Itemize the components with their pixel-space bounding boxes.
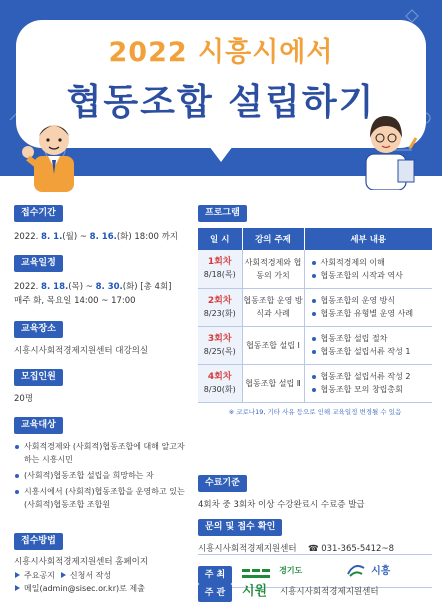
column-header: 일 시 <box>198 228 242 250</box>
list-item: (사회적)협동조합 설립을 희망하는 자 <box>14 469 192 482</box>
method-section <box>14 528 192 595</box>
table-row <box>198 250 432 288</box>
list-item: 협동조합 설립 절차 <box>311 332 433 345</box>
method-text: 시흥시사회적경제지원센터 홈페이지 <box>14 557 149 567</box>
method-item-notice: 주요공지 <box>24 571 55 580</box>
list-item: 협동조합의 운영 방식 <box>311 294 433 307</box>
schedule-date-end: 8. 30. <box>95 282 123 292</box>
list-item: 협동조합 설립서류 작성 1 <box>311 345 433 358</box>
capacity-section <box>14 364 63 406</box>
capacity-text: 20명 <box>14 394 34 404</box>
session-date: 8/23(화) <box>203 308 236 318</box>
application-date-start: 8. 1. <box>41 232 63 242</box>
application-period-section <box>14 200 178 244</box>
venue-text: 시흥시사회적경제지원센터 대강의실 <box>14 346 149 356</box>
session-cell <box>198 364 242 402</box>
organizer-section <box>198 580 432 602</box>
gyeonggi-logo-mark-icon <box>242 568 272 580</box>
section-tag-venue: 교육장소 <box>14 321 63 338</box>
topic-cell: 협동조합 운영 방식과 사례 <box>242 288 304 326</box>
list-item: 협동조합 설립서류 작성 2 <box>311 370 433 383</box>
organizer-org: 시흥시사회적경제지원센터 <box>280 587 379 597</box>
section-tag-inquiry: 문의 및 접수 확인 <box>198 519 282 536</box>
topic-cell: 사회적경제와 협동의 가치 <box>242 250 304 288</box>
list-item: 협동조합 유형별 운영 사례 <box>311 307 433 320</box>
divider <box>198 554 432 555</box>
table-header-row <box>198 228 432 250</box>
list-item: 협동조합의 시작과 역사 <box>311 269 433 282</box>
host-label: 주 최 <box>198 566 232 584</box>
schedule-weekly-text: 매주 화, 목요일 14:00 ~ 17:00 <box>14 296 136 306</box>
session-cell <box>198 288 242 326</box>
session-cell <box>198 250 242 288</box>
inquiry-section <box>198 514 432 556</box>
schedule-text-pre: 2022. <box>14 282 42 292</box>
program-table <box>198 228 432 403</box>
list-item: 시흥시에서 (사회적)협동조합을 운영하고 있는 (사회적)협동조합 조합원 <box>14 485 192 511</box>
method-list <box>14 569 192 595</box>
application-text-pre: 2022. <box>14 232 42 242</box>
table-row <box>198 288 432 326</box>
detail-cell <box>304 250 432 288</box>
method-item-form: 신청서 작성 <box>69 571 112 580</box>
venue-section <box>14 316 148 358</box>
list-item: 사회적경제와 (사회적)협동조합에 대해 알고자 하는 시흥시민 <box>14 440 192 466</box>
application-text-mid: (월) ~ <box>62 232 90 242</box>
title-line-1: 2022 시흥시에서 <box>108 37 334 68</box>
session-number: 3회차 <box>207 333 232 344</box>
detail-cell <box>304 326 432 364</box>
detail-cell <box>304 364 432 402</box>
speech-bubble-tail <box>209 146 233 162</box>
inquiry-phone: ☎ 031-365-5412~8 <box>307 544 394 554</box>
session-number: 2회차 <box>207 295 232 306</box>
list-item: 협동조합 모의 창립총회 <box>311 383 433 396</box>
session-date: 8/30(화) <box>203 384 236 394</box>
section-tag-target: 교육대상 <box>14 417 63 434</box>
gyeonggi-logo-text: 경기도 <box>279 566 303 575</box>
siwon-logo: 시원 <box>242 584 268 599</box>
table-row <box>198 364 432 402</box>
schedule-text-mid: (목) ~ <box>68 282 96 292</box>
right-column <box>198 200 432 599</box>
inquiry-org: 시흥시사회적경제지원센터 <box>198 544 297 554</box>
siheung-logo-mark-icon <box>346 562 366 578</box>
title-line-2: 협동조합 설립하기 <box>66 82 376 123</box>
section-tag-application: 접수기간 <box>14 205 63 222</box>
list-item: 사회적경제의 이해 <box>311 256 433 269</box>
session-number: 1회차 <box>207 257 232 268</box>
list-item: 메일(admin@sisec.or.kr)로 제출 <box>14 582 192 595</box>
list-item <box>14 569 192 582</box>
session-number: 4회차 <box>207 371 232 382</box>
siheung-logo-text: 시흥 <box>371 566 391 577</box>
target-section <box>14 412 192 511</box>
man-character-illustration <box>22 112 92 192</box>
topic-cell: 협동조합 설립 Ⅰ <box>242 326 304 364</box>
schedule-text-post: (화) [총 4회] <box>122 282 172 292</box>
application-period-text <box>14 230 178 244</box>
application-date-end: 8. 16. <box>89 232 117 242</box>
schedule-dates-text <box>14 280 171 294</box>
section-tag-method: 접수방법 <box>14 533 63 550</box>
organizer-label: 주 관 <box>198 584 232 602</box>
completion-section <box>198 470 365 512</box>
section-tag-schedule: 교육일정 <box>14 255 63 272</box>
target-list <box>14 440 192 511</box>
schedule-change-note: ※ 코로나19, 기타 사유 등으로 인해 교육일정 변경될 수 있음 <box>228 407 402 416</box>
woman-character-illustration <box>352 108 422 190</box>
application-text-post: (화) 18:00 까지 <box>116 232 179 242</box>
detail-cell <box>304 288 432 326</box>
session-date: 8/18(목) <box>203 270 236 280</box>
session-date: 8/25(목) <box>203 346 236 356</box>
section-tag-program: 프로그램 <box>198 205 247 222</box>
triangle-bullet-icon <box>61 572 66 578</box>
siheung-logo <box>346 562 390 582</box>
header-banner <box>0 0 442 176</box>
completion-text: 4회차 중 3회차 이상 수강완료시 수료증 발급 <box>198 500 365 510</box>
section-tag-capacity: 모집인원 <box>14 369 63 386</box>
session-cell <box>198 326 242 364</box>
section-tag-completion: 수료기준 <box>198 475 247 492</box>
topic-cell: 협동조합 설립 Ⅱ <box>242 364 304 402</box>
column-header: 강의 주제 <box>242 228 304 250</box>
schedule-section <box>14 250 171 308</box>
schedule-date-start: 8. 18. <box>41 282 69 292</box>
table-row <box>198 326 432 364</box>
column-header: 세부 내용 <box>304 228 432 250</box>
